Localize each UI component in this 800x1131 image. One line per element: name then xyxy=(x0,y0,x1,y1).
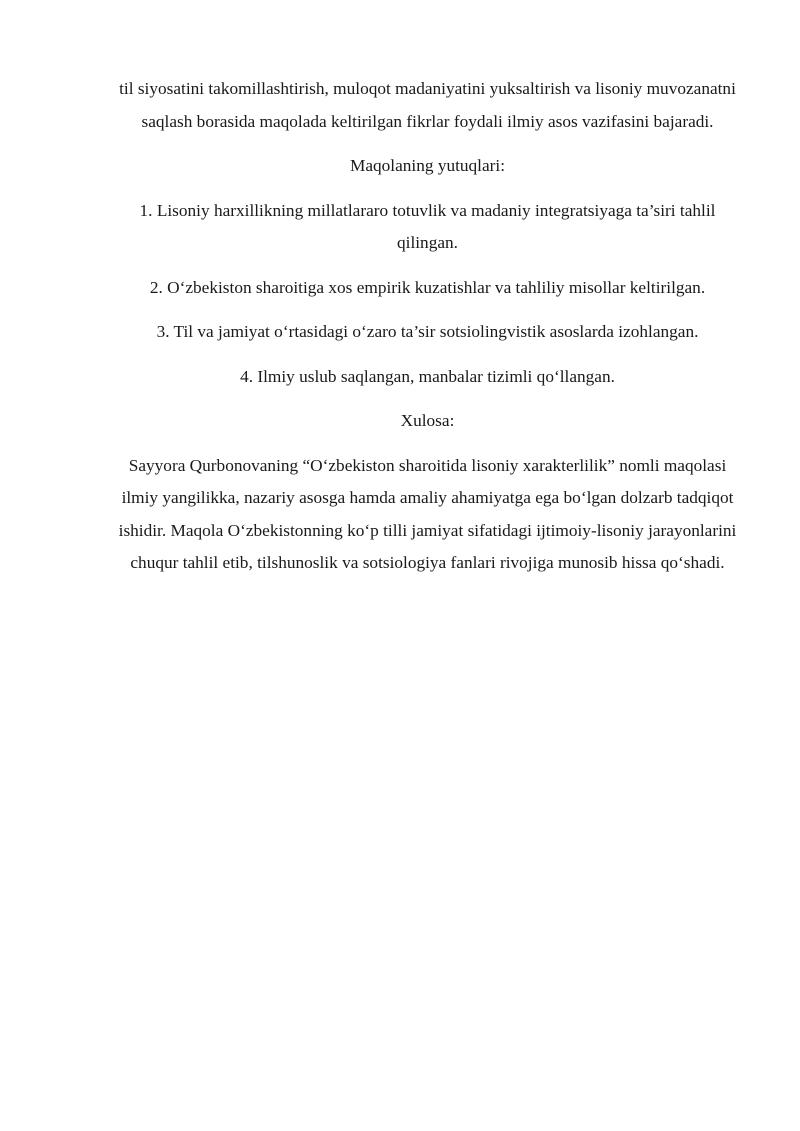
achievements-heading: Maqolaning yutuqlari: xyxy=(349,156,506,175)
achievement-item-2: 2. O‘zbekiston sharoitiga xos empirik kuzatishlar va tahliliy misollar keltirilgan. xyxy=(149,277,706,297)
conclusion-paragraph: Sayyora Qurbonovaning “O‘zbekiston sharoitida lisoniy xarakterlilik” nomli maqolasi ilmiy yangilikka, nazariy asosga hamda amaliy ahamiyatga ega bo‘lgan dolzarb tadqiqot ishidir. Maqola O‘zbekistonning ko‘p tilli jamiyat sifatidagi ijtimoiy-lisoniy jarayonlarini chuqur tahlil etib, tilshunoslik va sotsiologiya fanlari rivojiga munosib hissa qo‘shadi. xyxy=(118,455,737,572)
achievement-item-1: 1. Lisoniy harxillikning millatlararo totuvlik va madaniy integratsiyaga ta’siri tahlil qilingan. xyxy=(139,200,716,252)
achievement-item-4: 4. Ilmiy uslub saqlangan, manbalar tizimli qo‘llangan. xyxy=(240,366,615,386)
intro-paragraph: til siyosatini takomillashtirish, muloqot madaniyatini yuksaltirish va lisoniy muvozanatni saqlash borasida maqolada keltirilgan fikrlar foydali ilmiy asos vazifasini bajaradi. xyxy=(119,79,736,131)
document-page xyxy=(110,73,745,580)
achievement-item-3: 3. Til va jamiyat o‘rtasidagi o‘zaro ta’sir sotsiolingvistik asoslarda izohlangan. xyxy=(156,322,699,341)
conclusion-heading: Xulosa: xyxy=(400,411,455,430)
